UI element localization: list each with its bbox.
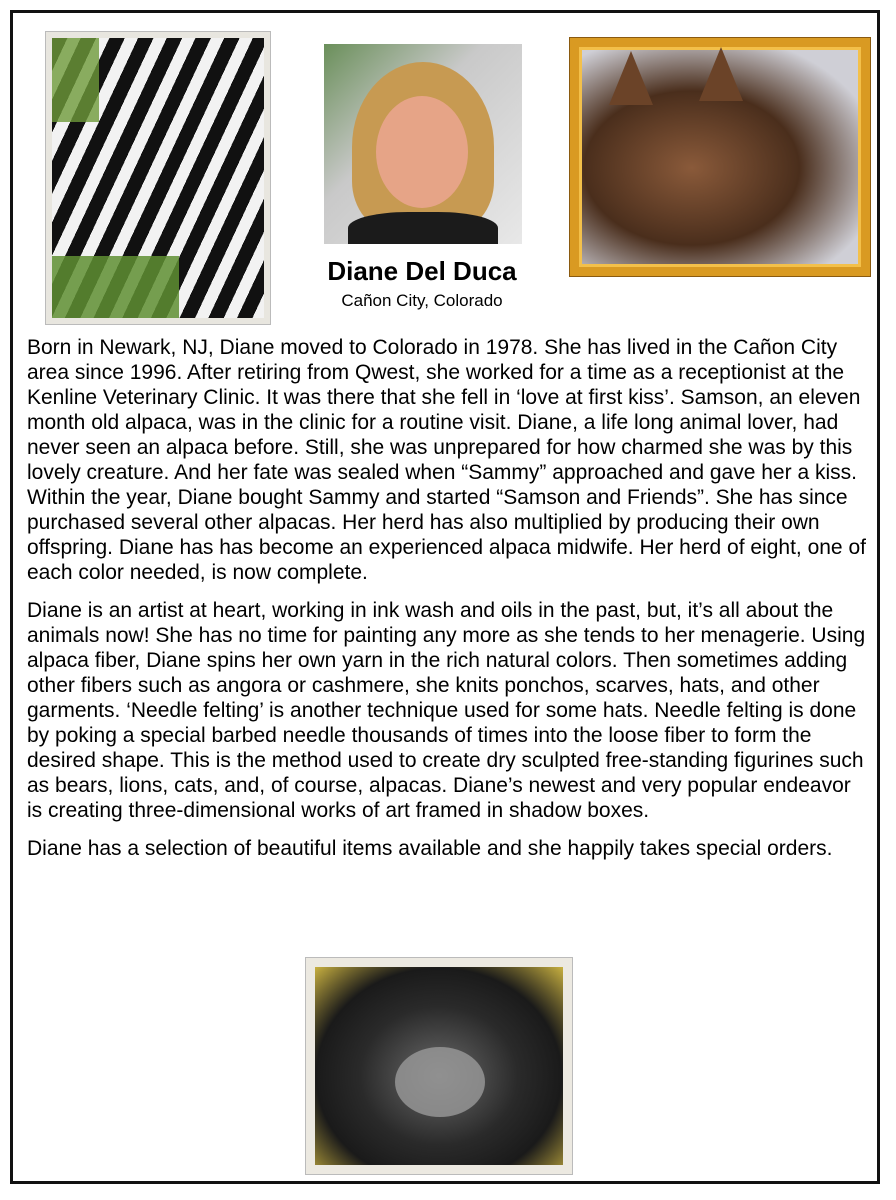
zebra-art-grass-top — [52, 38, 99, 122]
wolf-ear-left — [609, 51, 653, 105]
gorilla-felt-artwork — [306, 958, 572, 1174]
bio-paragraph-1: Born in Newark, NJ, Diane moved to Colorado in 1978. She has lived in the Cañon City area since 1996. After retiring from Qwest, she worked for a time as a receptionist at the Kenline Veterinary Clinic. It was there that she fell in ‘love at first kiss’. Samson, an eleven month old alpaca, was in the clinic for a routine visit. Diane, a life long animal lover, had never seen an alpaca before. Still, she was unprepared for how charmed she was by this lovely creature. And her fate was sealed when “Sammy” approached and gave her a kiss. Within the year, Diane bought Sammy and started “Samson and Friends”. She has since purchased several other alpacas. Her herd has also multiplied by producing their own offspring. Diane has has become an experienced alpaca midwife. Her herd of eight, one of each color needed, is now complete. — [27, 336, 866, 584]
artist-portrait — [324, 44, 522, 244]
bio-paragraph-2: Diane is an artist at heart, working in ink wash and oils in the past, but, it’s all about the animals now! She has no time for painting any more as she tends to her menagerie. Using alpaca fiber, Diane spins her own yarn in the rich natural colors. Then sometimes adding other fibers such as angora or cashmere, she knits ponchos, scarves, hats, and other garments. ‘Needle felting’ is another technique used for some hats. Needle felting is done by poking a special barbed needle thousands of times into the loose fiber to form the desired shape. This is the method used to create dry sculpted free-standing figurines such as bears, lions, cats, and, of course, alpacas. Diane’s newest and very popular endeavor is creating three-dimensional works of art framed in shadow boxes. — [27, 599, 866, 822]
artist-location: Cañon City, Colorado — [341, 291, 503, 310]
bio-paragraph-3: Diane has a selection of beautiful items available and she happily takes special orders. — [27, 837, 833, 860]
zebra-art-grass-bottom — [52, 256, 179, 318]
zebra-felt-artwork — [46, 32, 270, 324]
wolf-felt-artwork — [570, 38, 870, 276]
wolf-ear-right — [699, 47, 743, 101]
portrait-shirt — [348, 212, 498, 244]
portrait-face — [376, 96, 468, 208]
bio-text — [27, 335, 869, 874]
artist-name: Diane Del Duca — [327, 256, 517, 286]
gorilla-art-face — [395, 1047, 485, 1117]
